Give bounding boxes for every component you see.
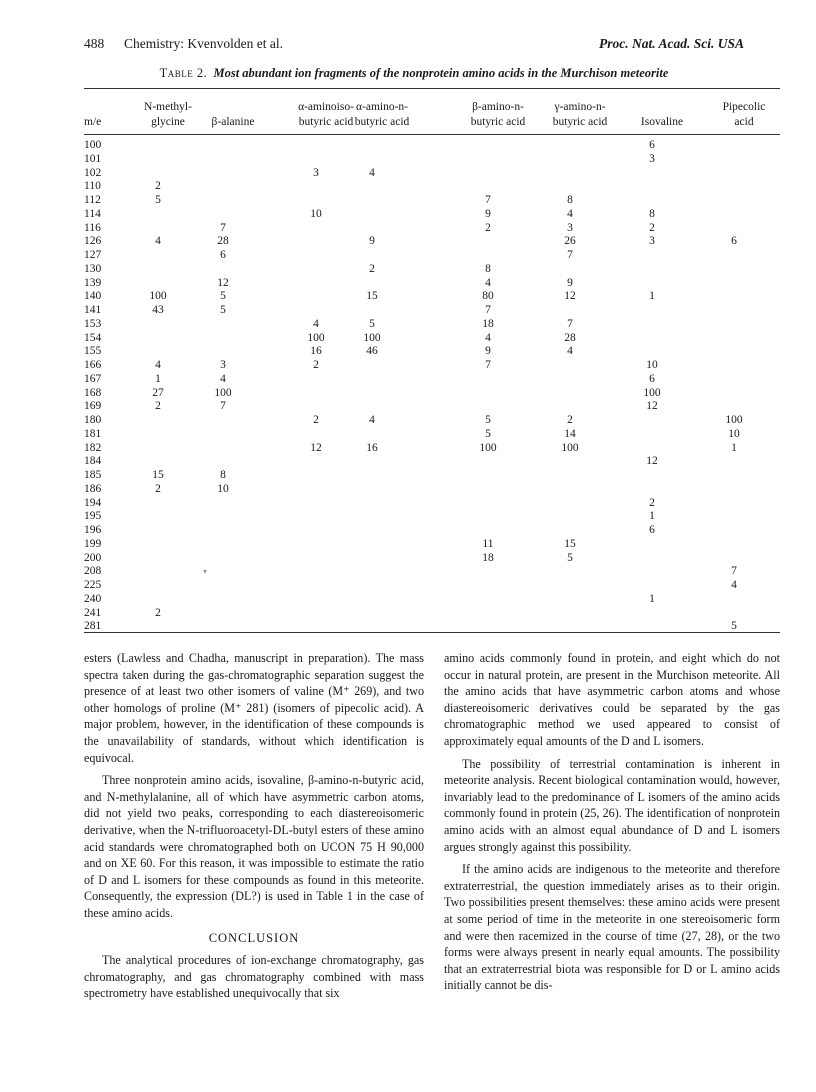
me-value: 180 [84, 414, 102, 426]
table-row [84, 303, 780, 317]
abundance-cell: 4 [155, 359, 161, 371]
abundance-cell: 6 [649, 139, 655, 151]
me-value: 112 [84, 194, 101, 206]
abundance-cell: 2 [485, 221, 491, 234]
table-caption [84, 66, 744, 81]
abundance-cell: 14 [564, 427, 576, 440]
me-value: 127 [84, 249, 102, 261]
left-text-column [84, 650, 424, 1008]
table-row [84, 551, 780, 565]
abundance-cell: 10 [646, 359, 658, 371]
abundance-cell: 28 [217, 235, 229, 248]
me-value: 126 [84, 235, 102, 248]
right-paragraph-2: The possibility of terrestrial contamination is inherent in meteorite analysis. Recent biological contamination would, however, invariably lead to the predominance of L isomers of the amino acids commonly found in protein (25, 26). The identification of nonprotein amino acids with an almost equal abundance of D and L isomers argues strongly against this possibility. [444, 756, 780, 854]
abundance-cell: 6 [731, 235, 737, 248]
abundance-cell: 4 [731, 579, 737, 591]
table-row [84, 207, 780, 221]
abundance-cell: 12 [646, 455, 658, 468]
left-paragraph-1: esters (Lawless and Chadha, manuscript in preparation). The mass spectra taken during the gas-chromatographic separation suggest the presence of at least two other isomers of valine (M⁺ 269), and two other homologs of proline (M⁺ 281) (isomers of pipecolic acid). A major problem, however, in the identification of these compounds is the unavailability of standards, without which identification is equivocal. [84, 651, 424, 765]
abundance-cell: 3 [567, 221, 573, 234]
column-header-line1: γ-amino-n- [554, 101, 606, 113]
abundance-cell: 8 [220, 469, 226, 481]
abundance-cell: 12 [310, 441, 322, 454]
abundance-cell: 4 [155, 235, 161, 248]
table-header-rule [84, 134, 780, 135]
me-value: 116 [84, 221, 101, 234]
column-header-line1: N-methyl- [144, 101, 192, 113]
table-row [84, 221, 780, 235]
abundance-cell: 9 [485, 207, 491, 220]
abundance-cell: 2 [649, 221, 655, 234]
table-row [84, 496, 780, 510]
abundance-cell: 15 [152, 469, 164, 481]
table-row [84, 537, 780, 551]
abundance-cell: 100 [363, 331, 381, 344]
abundance-cell: 100 [479, 441, 497, 454]
abundance-cell: 4 [567, 345, 573, 358]
abundance-cell: 15 [366, 290, 378, 303]
column-header-line1 [183, 100, 283, 115]
table-row [84, 606, 780, 620]
abundance-cell: 12 [646, 400, 658, 413]
abundance-cell: 12 [564, 290, 576, 303]
column-header-line2: glycine [151, 116, 185, 128]
me-value: 196 [84, 524, 102, 536]
me-value: 208 [84, 565, 102, 578]
me-value: 166 [84, 359, 102, 371]
table-row [84, 166, 780, 180]
abundance-cell: 2 [155, 482, 161, 495]
column-header-2 [183, 100, 283, 130]
abundance-cell: 5 [369, 317, 375, 330]
me-value: 153 [84, 317, 102, 330]
abundance-cell: 6 [649, 372, 655, 385]
abundance-cell: 5 [485, 414, 491, 426]
column-header-line2: butyric acid [470, 116, 526, 128]
table-row [84, 441, 780, 455]
table-row [84, 482, 780, 496]
table-row [84, 564, 780, 578]
abundance-cell: 2 [155, 400, 161, 413]
table-row [84, 372, 780, 386]
column-header-line1: Pipecolic [722, 101, 766, 113]
table-row [84, 262, 780, 276]
table-row [84, 344, 780, 358]
right-paragraph-3: If the amino acids are indigenous to the meteorite and therefore extraterrestrial, the question immediately arises as to their origin. Two possibilities present themselves: these amino acids were present at some period of time in the meteorite in one stereoisomeric form and were then racemized in the course of time (27, 28), or the two forms were always present in nearly equal amounts. The possibility that an extraterrestrial biota was responsible for D or L amino acids initially cannot be dis- [444, 862, 780, 993]
abundance-cell: 4 [313, 317, 319, 330]
me-value: 182 [84, 441, 102, 454]
abundance-cell: 2 [567, 414, 573, 426]
journal-name: Proc. Nat. Acad. Sci. USA [599, 36, 744, 51]
abundance-cell: 100 [149, 290, 167, 303]
me-value: 200 [84, 551, 102, 564]
table-bottom-rule [84, 632, 780, 633]
abundance-cell: 1 [155, 372, 161, 385]
me-value: 199 [84, 537, 102, 550]
abundance-cell: 10 [310, 207, 322, 220]
abundance-cell: 4 [369, 414, 375, 426]
stray-mark: ▾ [203, 567, 208, 576]
table-row [84, 523, 780, 537]
table-row [84, 317, 780, 331]
abundance-cell: 12 [217, 276, 229, 289]
abundance-cell: 100 [725, 414, 743, 426]
abundance-cell: 16 [310, 345, 322, 358]
table-row [84, 234, 780, 248]
abundance-cell: 7 [220, 221, 226, 234]
abundance-cell: 2 [649, 496, 655, 509]
me-value: 185 [84, 469, 102, 481]
abundance-cell: 100 [643, 386, 661, 399]
abundance-cell: 2 [155, 180, 161, 193]
me-value: 194 [84, 496, 102, 509]
me-value: 241 [84, 606, 102, 619]
abundance-cell: 5 [485, 427, 491, 440]
abundance-cell: 18 [482, 317, 494, 330]
me-value: 139 [84, 276, 102, 289]
column-header-line1: β-amino-n- [472, 101, 524, 113]
abundance-cell: 5 [731, 620, 737, 633]
abundance-cell: 3 [649, 235, 655, 248]
abundance-cell: 8 [649, 207, 655, 220]
table-row [84, 276, 780, 290]
abundance-cell: 7 [567, 249, 573, 261]
me-value: 195 [84, 510, 102, 523]
me-value: 169 [84, 400, 102, 413]
abundance-cell: 7 [731, 565, 737, 578]
abundance-cell: 80 [482, 290, 494, 303]
abundance-cell: 16 [366, 441, 378, 454]
table-row [84, 399, 780, 413]
left-paragraph-3: The analytical procedures of ion-exchange chromatography, gas chromatography, and gas chromatography combined with mass spectrometry have established unequivocally that six [84, 953, 424, 1001]
abundance-cell: 5 [567, 551, 573, 564]
me-value: 240 [84, 592, 102, 605]
abundance-cell: 2 [155, 606, 161, 619]
abundance-cell: 4 [369, 166, 375, 179]
abundance-cell: 1 [649, 290, 655, 303]
column-header-line2: β-alanine [211, 116, 255, 128]
abundance-cell: 4 [220, 372, 226, 385]
table-row [84, 138, 780, 152]
table-row [84, 592, 780, 606]
table-top-rule [84, 88, 780, 89]
abundance-cell: 46 [366, 345, 378, 358]
column-header-4 [332, 100, 432, 130]
table-row [84, 509, 780, 523]
me-value: 130 [84, 262, 102, 275]
column-header-line2: m/e [84, 116, 102, 128]
column-header-line1: α-aminoiso- [298, 101, 354, 113]
abundance-cell: 8 [485, 262, 491, 275]
column-header-line2: Isovaline [640, 116, 684, 128]
me-value: 154 [84, 331, 102, 344]
me-value: 186 [84, 482, 102, 495]
column-header-line2: butyric acid [298, 116, 354, 128]
me-value: 101 [84, 152, 102, 165]
abundance-cell: 3 [313, 166, 319, 179]
me-value: 141 [84, 304, 102, 316]
abundance-cell: 18 [482, 551, 494, 564]
abundance-cell: 6 [649, 524, 655, 536]
abundance-cell: 26 [564, 235, 576, 248]
table-row [84, 578, 780, 592]
abundance-cell: 1 [731, 441, 737, 454]
abundance-cell: 1 [649, 510, 655, 523]
abundance-cell: 2 [369, 262, 375, 275]
page-header [84, 36, 744, 56]
me-value: 167 [84, 372, 102, 385]
abundance-cell: 100 [214, 386, 232, 399]
left-paragraph-2: Three nonprotein amino acids, isovaline, β-amino-n-butyric acid, and N-methylalanine, all of which have asymmetric carbon atoms, did not yield two peaks, corresponding to each diastereoisomeric derivative, when the N-trifluoroacetyl-DL-butyl esters of these amino acid standards were chromatographed both on UCON 75 H 90,000 and on XE 60. For this reason, it was impossible to estimate the ratio of D and L isomers for these compounds as found in this meteorite. Consequently, the expression (DL?) is used in Table 1 in the case of these amino acids. [84, 773, 424, 920]
column-header-line2: butyric acid [552, 116, 608, 128]
abundance-cell: 4 [485, 276, 491, 289]
abundance-cell: 11 [482, 537, 494, 550]
abundance-cell: 2 [313, 414, 319, 426]
table-row [84, 413, 780, 427]
page-number: 488 [84, 36, 105, 51]
abundance-cell: 8 [567, 194, 573, 206]
table-row [84, 358, 780, 372]
table-title: Most abundant ion fragments of the nonprotein amino acids in the Murchison meteorite [213, 66, 669, 80]
table-row [84, 427, 780, 441]
table-row [84, 468, 780, 482]
table-row [84, 289, 780, 303]
abundance-cell: 4 [567, 207, 573, 220]
abundance-cell: 7 [220, 400, 226, 413]
column-header-line2: butyric acid [354, 116, 410, 128]
me-value: 102 [84, 166, 102, 179]
abundance-cell: 6 [220, 249, 226, 261]
conclusion-heading: CONCLUSION [208, 930, 300, 945]
abundance-cell: 15 [564, 537, 576, 550]
abundance-cell: 3 [220, 359, 226, 371]
abundance-cell: 10 [217, 482, 229, 495]
me-value: 100 [84, 139, 102, 151]
column-header-line2: acid [734, 116, 754, 128]
abundance-cell: 5 [220, 290, 226, 303]
me-value: 110 [84, 180, 101, 193]
table-row [84, 179, 780, 193]
table-row [84, 152, 780, 166]
me-value: 184 [84, 455, 102, 468]
abundance-cell: 28 [564, 331, 576, 344]
abundance-cell: 100 [307, 331, 325, 344]
right-text-column [444, 650, 780, 1000]
table-row [84, 454, 780, 468]
me-value: 140 [84, 290, 102, 303]
column-header-8 [694, 100, 794, 130]
running-title: Chemistry: Kvenvolden et al. [124, 36, 283, 51]
abundance-cell: 9 [567, 276, 573, 289]
abundance-cell: 4 [485, 331, 491, 344]
abundance-cell: 3 [649, 152, 655, 165]
me-value: 168 [84, 386, 102, 399]
me-value: 281 [84, 620, 102, 633]
abundance-cell: 43 [152, 304, 164, 316]
abundance-cell: 27 [152, 386, 164, 399]
me-value: 181 [84, 427, 102, 440]
me-value: 225 [84, 579, 102, 591]
table-label: Table 2. [159, 66, 208, 80]
table-row [84, 248, 780, 262]
me-value: 155 [84, 345, 102, 358]
abundance-cell: 10 [728, 427, 740, 440]
abundance-cell: 5 [220, 304, 226, 316]
column-header-line1: α-amino-n- [355, 101, 408, 113]
abundance-cell: 2 [313, 359, 319, 371]
abundance-cell: 9 [369, 235, 375, 248]
table-row [84, 331, 780, 345]
abundance-cell: 1 [649, 592, 655, 605]
abundance-cell: 100 [561, 441, 579, 454]
table-row [84, 193, 780, 207]
me-value: 114 [84, 207, 101, 220]
abundance-cell: 5 [155, 194, 161, 206]
abundance-cell: 9 [485, 345, 491, 358]
abundance-cell: 7 [485, 304, 491, 316]
right-paragraph-1: amino acids commonly found in protein, and eight which do not occur in natural protein, are present in the Murchison meteorite. All the amino acids that have asymmetric carbon atoms and whose diastereoisomeric derivatives could be separated by the gas chromatographic method we used appeared to consist of approximately equal amounts of the D and L isomers. [444, 651, 780, 748]
abundance-cell: 7 [485, 194, 491, 206]
table-row [84, 386, 780, 400]
abundance-cell: 7 [485, 359, 491, 371]
abundance-cell: 7 [567, 317, 573, 330]
